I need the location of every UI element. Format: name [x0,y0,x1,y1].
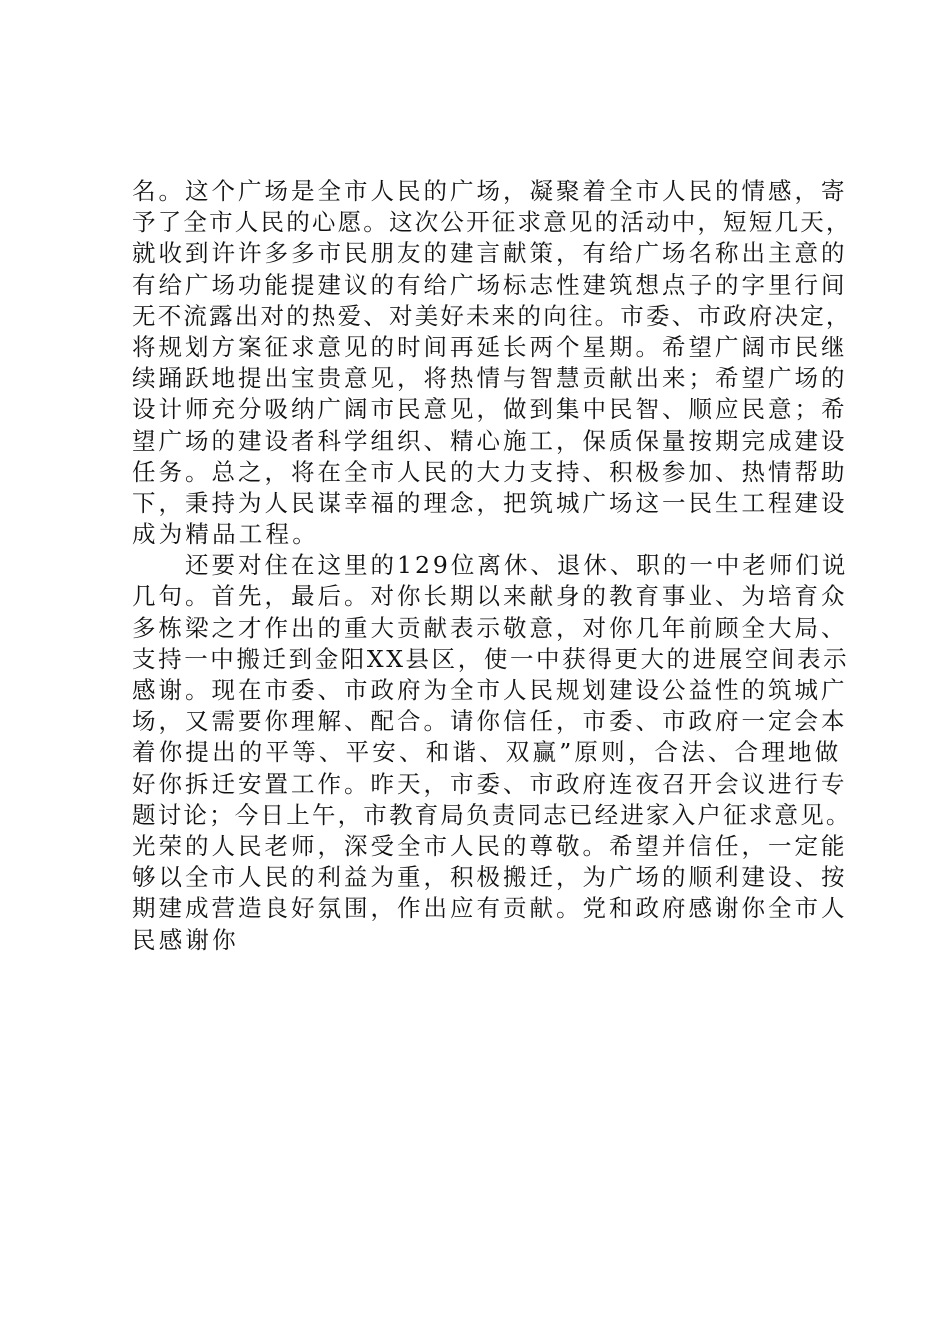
text-line: 予了全市人民的心愿。这次公开征求意见的活动中，短短几天， [132,208,852,237]
text-line: 无不流露出对的热爱、对美好未来的向往。市委、市政府决定， [132,301,852,330]
text-line: 光荣的人民老师，深受全市人民的尊敬。希望并信任，一定能 [132,831,848,860]
text-line: 望广场的建设者科学组织、精心施工，保质保量按期完成建设 [132,426,848,455]
text-line: 支持一中搬迁到金阳XX县区，使一中获得更大的进展空间表示 [132,644,850,673]
text-line: 场，又需要你理解、配合。请你信任，市委、市政府一定会本 [132,707,848,736]
text-line: 续踊跃地提出宝贵意见，将热情与智慧贡献出来；希望广场的 [132,364,848,393]
text-line: 多栋梁之才作出的重大贡献表示敬意，对你几年前顾全大局、 [132,613,848,642]
text-line: 感谢。现在市委、市政府为全市人民规划建设公益性的筑城广 [132,676,848,704]
text-line: 设计师充分吸纳广阔市民意见，做到集中民智、顺应民意；希 [132,395,848,424]
body-text [132,176,852,956]
text-line: 成为精品工程。 [132,520,319,549]
text-line: 题讨论；今日上午，市教育局负责同志已经进家入户征求意见。 [132,800,852,829]
text-line: 任务。总之，将在全市人民的大力支持、积极参加、热情帮助 [132,457,848,486]
text-line: 期建成营造良好氛围，作出应有贡献。党和政府感谢你全市人 [132,894,848,923]
text-line: 将规划方案征求意见的时间再延长两个星期。希望广阔市民继 [132,332,848,361]
text-line: 名。这个广场是全市人民的广场，凝聚着全市人民的情感，寄 [132,177,848,205]
text-line: 够以全市人民的利益为重，积极搬迁，为广场的顺利建设、按 [132,863,848,892]
text-line: 有给广场功能提建议的有给广场标志性建筑想点子的字里行间 [132,270,848,299]
paragraph-1 [132,176,852,550]
paragraph-2 [132,550,852,955]
text-line: 还要对住在这里的129位离休、退休、职的一中老师们说 [132,551,849,580]
text-line: 几句。首先，最后。对你长期以来献身的教育事业、为培育众 [132,582,848,611]
text-line: 着你提出的平等、平安、和谐、双赢”原则，合法、合理地做 [132,738,842,767]
text-line: 就收到许许多多市民朋友的建言献策，有给广场名称出主意的 [132,239,848,268]
text-line: 好你拆迁安置工作。昨天，市委、市政府连夜召开会议进行专 [132,769,848,798]
text-line: 民感谢你 [132,925,239,954]
text-line: 下，秉持为人民谋幸福的理念，把筑城广场这一民生工程建设 [132,488,848,517]
